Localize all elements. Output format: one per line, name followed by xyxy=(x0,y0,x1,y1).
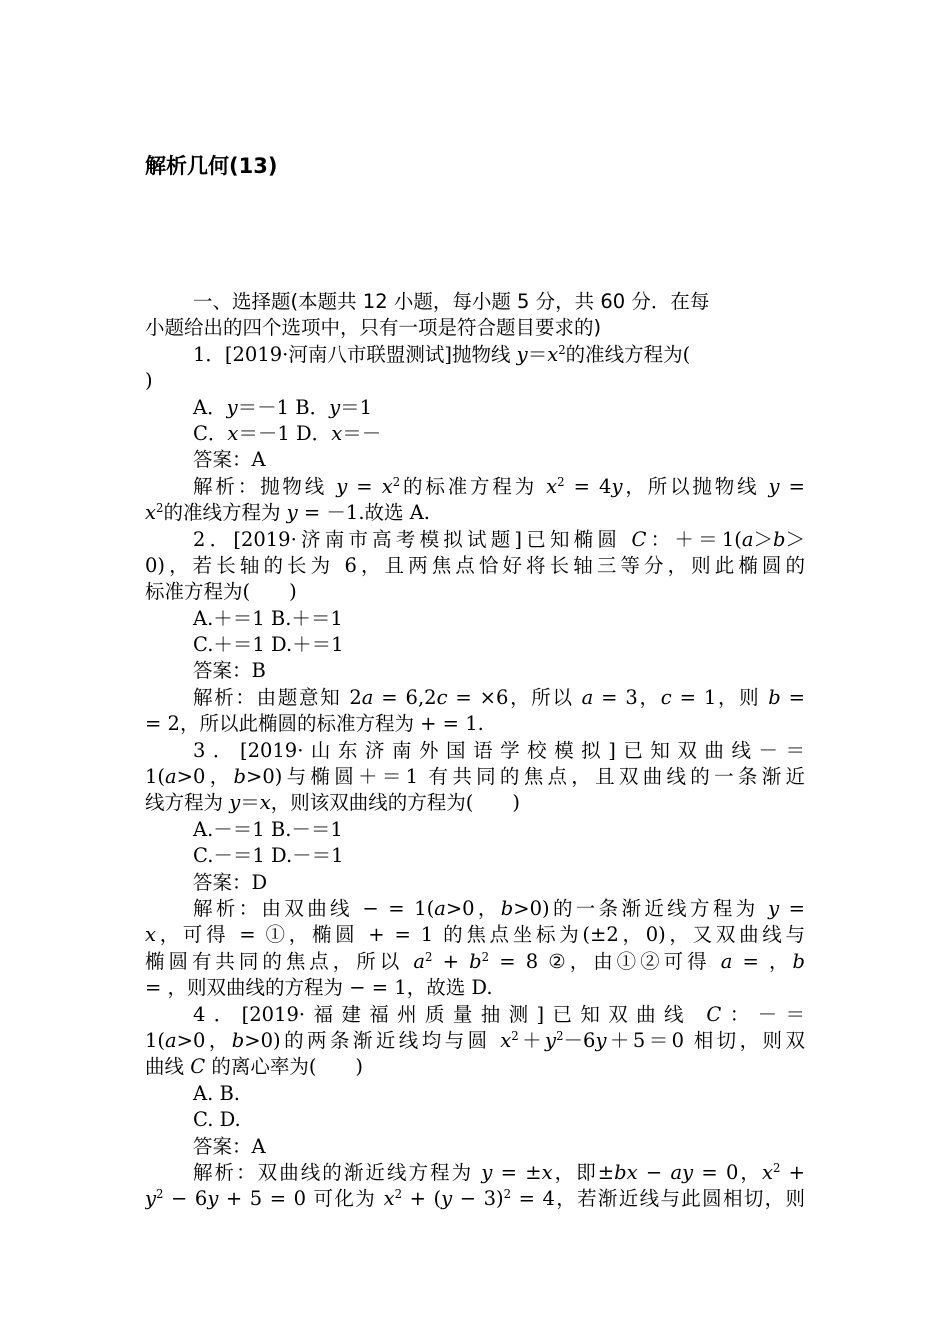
q3-explanation-line2: x，可得 = ①，椭圆 + = 1 的焦点坐标为(±2，0)，又双曲线与 xyxy=(145,923,805,947)
page-title: 解析几何(13) xyxy=(145,154,278,178)
q4-options-cd: C. D. xyxy=(193,1108,241,1132)
q3-stem-line2: 1(a>0，b>0)与椭圆＋＝1 有共同的焦点，且双曲线的一条渐近 xyxy=(145,765,805,789)
q3-explanation-line1: 解析：由双曲线 − = 1(a>0，b>0)的一条渐近线方程为 y = xyxy=(193,896,805,920)
q4-stem-line2: 1(a>0，b>0)的两条渐近线均与圆 $x^2+y^2-6y+5=0$ 相切，则双 xyxy=(145,1028,805,1052)
q1-stem: 1．[2019·河南八市联盟测试]抛物线 $y=x^2$的准线方程为( xyxy=(193,342,691,366)
q4-explanation-line1: 解析：双曲线的渐近线方程为 y = ±x，即±bx − ay = 0，$x^2$ + xyxy=(193,1160,805,1184)
q1-answer: 答案：A xyxy=(193,448,266,472)
q4-stem-line3: 曲线 C 的离心率为( ) xyxy=(145,1055,364,1079)
q2-stem-line2: 0)，若长轴的长为 6，且两焦点恰好将长轴三等分，则此椭圆的 xyxy=(145,553,805,577)
q3-explanation-line4: = ，则双曲线的方程为 − = 1，故选 D. xyxy=(145,976,493,1000)
q2-answer: 答案：B xyxy=(193,659,266,683)
q3-stem-line1: 3．[2019·山东济南外国语学校模拟]已知双曲线－＝ xyxy=(193,738,805,762)
document-body xyxy=(145,289,805,1213)
q2-stem-line1: 2．[2019·济南市高考模拟试题]已知椭圆 C：＋＝1(a＞b＞ xyxy=(193,527,805,551)
q3-options-ab: A.－＝1 B.－＝1 xyxy=(193,817,343,841)
q1-explanation-line2: $x^2$的准线方程为 y = －1.故选 A. xyxy=(145,501,430,525)
q3-answer: 答案：D xyxy=(193,870,268,894)
q4-stem-line1: 4．[2019·福建福州质量抽测]已知双曲线 C：－＝ xyxy=(193,1002,805,1026)
q4-explanation-line2: $y^2 - 6y + 5 = 0$ 可化为 $x^2 + (y - 3)^2 = 4$，若渐近线与此圆相切，则 xyxy=(145,1187,805,1211)
q2-options-cd: C.＋＝1 D.＋＝1 xyxy=(193,633,344,657)
section-heading-line1: 一、选择题(本题共 12 小题，每小题 5 分，共 60 分．在每 xyxy=(193,290,710,313)
q3-options-cd: C.－＝1 D.－＝1 xyxy=(193,844,344,868)
q3-stem-line3: 线方程为 y＝x，则该双曲线的方程为( ) xyxy=(145,791,520,815)
section-heading-line2: 小题给出的四个选项中，只有一项是符合题目要求的) xyxy=(145,316,602,340)
q2-options-ab: A.＋＝1 B.＋＝1 xyxy=(193,606,343,630)
q4-answer: 答案：A xyxy=(193,1134,266,1158)
q2-explanation-line1: 解析：由题意知 2a = 6,2c = ×6，所以 a = 3，c = 1，则 b = xyxy=(193,685,805,709)
q1-stem-close: ) xyxy=(145,369,153,393)
q1-explanation-line1: 解析：抛物线 $y = x^2$的标准方程为 $x^2 = 4y$，所以抛物线 y = xyxy=(193,474,805,498)
q1-options-cd: C．x＝－1 D．x＝－ xyxy=(193,421,382,445)
q2-stem-line3: 标准方程为( ) xyxy=(145,580,297,604)
q1-options-ab: A．y＝－1 B．y＝1 xyxy=(193,395,373,419)
q3-explanation-line3: 椭圆有共同的焦点，所以 $a^2 + b^2 = 8$ ②，由①②可得 a = ，b xyxy=(145,949,805,973)
q2-explanation-line2: = 2，所以此椭圆的标准方程为 + = 1. xyxy=(145,712,484,736)
q4-options-ab: A. B. xyxy=(193,1081,241,1105)
